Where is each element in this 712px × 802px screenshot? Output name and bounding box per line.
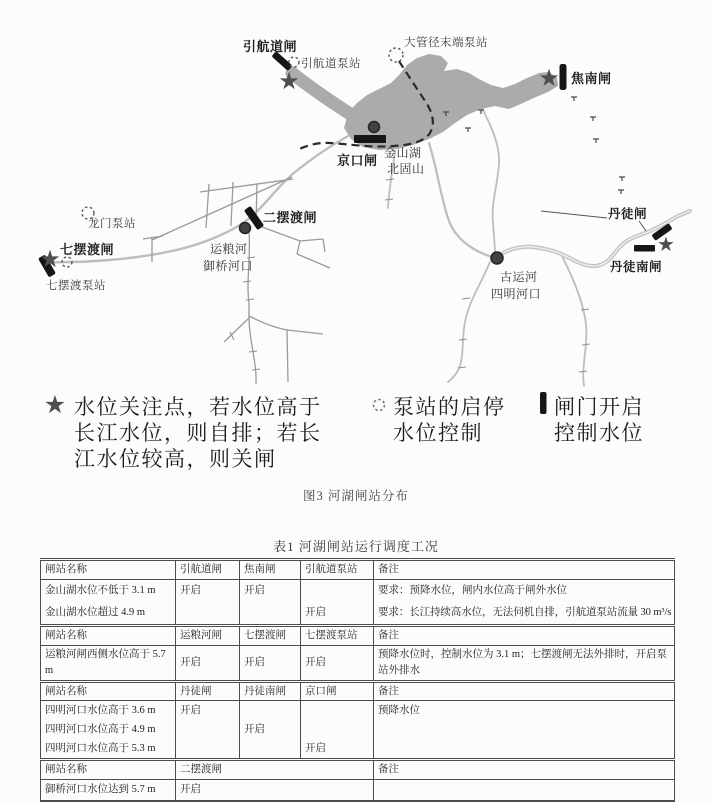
label-yunliang-river: 运粮河 [210,242,248,256]
label-jiaonan-gate: 焦南闸 [571,71,612,86]
yuqiao-dot [240,223,251,234]
table-row [41,579,675,602]
condition-cell: 御桥河口水位达到 5.7 m [41,780,176,802]
legend-star-line1: 水位关注点，若水位高于 [74,395,322,419]
header-cell: 闸站名称 [41,760,176,780]
label-guyunhe-river: 古运河 [500,270,538,284]
schedule-table [40,558,675,802]
header-cell: 引航道闸 [176,560,240,580]
status-cell: 开启 [240,645,301,681]
remark-cell [374,720,675,739]
jingkou-dot [369,122,380,133]
table-section-2 [41,625,675,681]
remark-cell: 要求：长江持续高水位，无法伺机自排，引航道泵站流量 30 m³/s [374,602,675,626]
header-cell: 七摆渡闸 [240,625,301,645]
status-cell [301,720,374,739]
header-cell: 京口闸 [301,681,374,701]
legend-star-line3: 江水位较高，则关闸 [74,447,277,471]
water-level-star-markers [39,66,675,273]
header-cell: 运粮河闸 [176,625,240,645]
legend-gate-bar-icon [540,392,547,414]
table-row [41,701,675,721]
label-daguanjing-pump: 大管径末端泵站 [404,37,488,49]
yinhangdao-star-icon: ★ [278,69,300,95]
legend-gate-line1: 闸门开启 [554,395,644,419]
label-yuqiao-estuary: 御桥河口 [203,259,254,273]
label-beigushan: 北固山 [387,162,425,176]
header-cell: 闸站名称 [41,681,176,701]
dantu-south-gate-bar [634,245,655,252]
qibaidu-star-icon: ★ [39,247,61,273]
legend-star-icon: ★ [43,392,67,419]
status-cell [176,720,240,739]
table-title: 表1 河湖闸站运行调度工况 [273,539,439,554]
status-cell: 开启 [240,579,301,602]
legend-pump-circle-icon [374,400,385,411]
label-dantu-gate: 丹徒闸 [608,207,648,221]
label-jingkou-gate: 京口闸 [337,153,378,168]
status-cell [301,579,374,602]
legend-pump-line2: 水位控制 [393,421,483,445]
header-cell: 七摆渡泵站 [301,625,374,645]
figure-caption: 图3 河湖闸站分布 [303,489,409,503]
status-cell: 开启 [176,579,240,602]
status-cell: 开启 [176,780,374,802]
siming-dot [491,252,503,264]
yinhangdao-pump-circle [289,57,299,67]
table-section-3 [41,681,675,760]
header-cell: 二摆渡闸 [176,760,374,780]
status-cell: 开启 [301,602,374,626]
status-cell [176,602,240,626]
jiaonan-gate-bar [560,64,567,90]
status-cell [301,701,374,721]
table-row [41,739,675,760]
label-longmen-pump: 龙门泵站 [88,218,136,230]
status-cell: 开启 [301,739,374,760]
status-cell: 开启 [301,645,374,681]
table-row [41,780,675,802]
jingkou-gate-bar [354,135,386,143]
header-cell: 备注 [374,760,675,780]
dantu-star-icon: ★ [657,234,675,256]
table-row [41,720,675,739]
header-cell: 丹徒闸 [176,681,240,701]
daguanjing-pump-circle [389,48,403,62]
condition-cell: 金山湖水位不低于 3.1 m [41,579,176,602]
label-erbaidu-gate: 二摆渡闸 [263,210,318,225]
approach-channel [292,73,358,119]
header-cell: 焦南闸 [240,560,301,580]
jiaonan-star-icon: ★ [538,66,560,92]
status-cell: 开启 [176,645,240,681]
legend-gate-line2: 控制水位 [554,421,644,445]
header-cell: 丹徒南闸 [240,681,301,701]
figure-legend [44,392,644,472]
status-cell: 开启 [176,701,240,721]
label-yinhangdao-pump: 引航道泵站 [301,58,361,70]
remark-cell: 预降水位 [374,701,675,721]
status-cell [240,739,301,760]
remark-cell: 要求：预降水位，闸内水位高于闸外水位 [374,579,675,602]
condition-cell: 四明河口水位高于 5.3 m [41,739,176,760]
label-siming-estuary: 四明河口 [491,287,542,301]
status-cell [176,739,240,760]
condition-cell: 四明河口水位高于 3.6 m [41,701,176,721]
label-dantu-south-gate: 丹徒南闸 [610,260,663,274]
header-cell: 备注 [374,681,675,701]
label-yinhangdao-gate: 引航道闸 [243,39,298,54]
header-cell: 备注 [374,625,675,645]
label-qibaidu-pump: 七摆渡泵站 [46,280,106,292]
table-section-1 [41,560,675,626]
table-section-4 [41,760,675,801]
remark-cell [374,780,675,802]
status-cell: 开启 [240,720,301,739]
table-row [41,645,675,681]
label-jinshanhu: 金山湖 [384,146,422,160]
legend-pump-line1: 泵站的启停 [393,395,506,419]
label-qibaidu-gate: 七摆渡闸 [60,242,115,257]
status-cell [240,602,301,626]
status-cell [240,701,301,721]
table-row [41,602,675,626]
condition-cell: 运粮河闸西侧水位高于 5.7 m [41,645,176,681]
header-cell: 备注 [374,560,675,580]
road-grid [143,177,330,384]
remark-cell: 预降水位时，控制水位为 3.1 m；七摆渡闸无法外排时，开启泵站外排水 [374,645,675,681]
header-cell: 闸站名称 [41,560,176,580]
remark-cell [374,739,675,760]
map-labels [46,35,662,301]
header-cell: 闸站名称 [41,625,176,645]
legend-star-line2: 长江水位，则自排；若长 [74,421,322,445]
condition-cell: 金山湖水位超过 4.9 m [41,602,176,626]
header-cell: 引航道泵站 [301,560,374,580]
condition-cell: 四明河口水位高于 4.9 m [41,720,176,739]
